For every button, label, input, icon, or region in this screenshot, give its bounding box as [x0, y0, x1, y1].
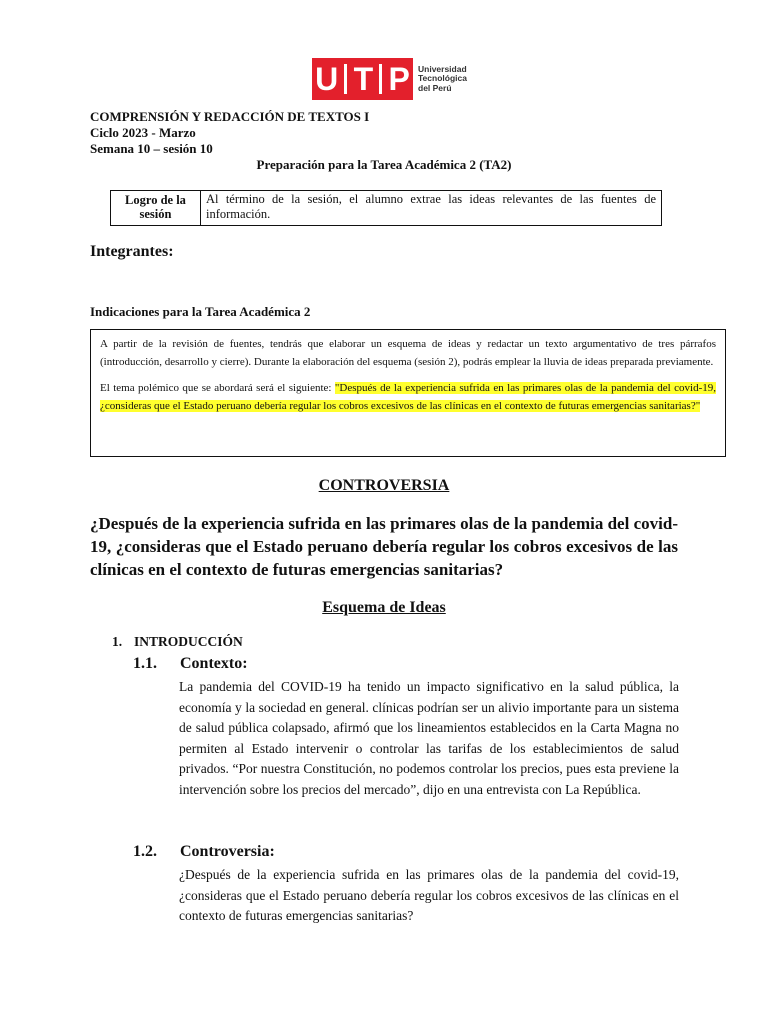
logo-letter-u: U	[315, 60, 339, 97]
topic-lead: El tema polémico que se abordará será el siguiente:	[100, 382, 335, 394]
indicaciones-topic	[100, 379, 716, 415]
section-introduccion	[112, 634, 243, 650]
integrantes-heading: Integrantes:	[90, 243, 174, 260]
logro-text: Al término de la sesión, el alumno extrae las ideas relevantes de las fuentes de información.	[206, 192, 656, 221]
logro-label: Logro de la sesión	[111, 191, 201, 225]
logo-text-line: Universidad	[418, 63, 467, 74]
indicaciones-paragraph: A partir de la revisión de fuentes, tendrás que elaborar un esquema de ideas y redactar un texto argumentativo de tres párrafos (introducción, desarrollo y cierre). Durante la elaboración del esquema (sesión 2), podrás emplear la lluvia de ideas preparada previamente.	[100, 338, 716, 368]
page-title: Preparación para la Tarea Académica 2 (TA2)	[256, 157, 512, 172]
logo-text-line: del Perú	[418, 82, 452, 93]
subsection-number: 1.1.	[133, 655, 157, 672]
logo-divider	[344, 64, 347, 94]
course-name: COMPRENSIÓN Y REDACCIÓN DE TEXTOS I	[90, 109, 370, 124]
indicaciones-heading: Indicaciones para la Tarea Académica 2	[90, 304, 311, 319]
controversia-question: ¿Después de la experiencia sufrida en las primares olas de la pandemia del covid-19, ¿consideras que el Estado peruano debería regular los cobros excesivos de las clínicas en el contexto de futuras emergencias sanitarias?	[90, 514, 678, 579]
logo-university-name	[418, 65, 467, 94]
contexto-paragraph: La pandemia del COVID-19 ha tenido un impacto significativo en la salud pública, la economía y la sociedad en general. clínicas podrían ser un alivio importante para un sistema de salud pública colapsado, afirmó que los lineamientos establecidos en la Carta Magna no permiten al Estado intervenir o controlar las tarifas de los establecimientos de salud privados. “Por nuestra Constitución, no podemos controlar los precios, pues esta previene la intervención sobre los precios del mercado”, dijo en una entrevista con La República.	[179, 679, 679, 797]
utp-logo	[312, 58, 467, 100]
subsection-title: Controversia:	[180, 843, 275, 860]
subsection-controversia	[133, 843, 275, 861]
controversia-heading: CONTROVERSIA	[318, 477, 450, 494]
logo-text-line: Tecnológica	[418, 73, 467, 84]
subsection-number: 1.2.	[133, 843, 157, 860]
logo-letter-p: P	[388, 60, 410, 97]
esquema-heading: Esquema de Ideas	[322, 599, 446, 616]
controversia-paragraph: ¿Después de la experiencia sufrida en las primares olas de la pandemia del covid-19, ¿consideras que el Estado peruano debería regular los cobros excesivos de las clínicas en el contexto de futuras emergencias sanitarias?	[179, 867, 679, 923]
week-label: Semana 10 – sesión 10	[90, 141, 213, 156]
subsection-contexto	[133, 655, 248, 673]
indicaciones-box	[90, 329, 726, 457]
logo-divider	[379, 64, 382, 94]
logro-table	[110, 190, 662, 226]
cycle-label: Ciclo 2023 - Marzo	[90, 125, 196, 140]
topic-highlight: "Después de la experiencia sufrida en las primares olas de la pandemia del covid-19, ¿consideras que el Estado peruano debería regular los cobros excesivos de las clínicas en el contexto de futuras emergencias sanitarias?"	[100, 382, 716, 412]
utp-logo-mark	[312, 58, 413, 100]
section-title: INTRODUCCIÓN	[134, 634, 243, 649]
section-number: 1.	[112, 634, 123, 649]
logo-letter-t: T	[353, 60, 374, 97]
subsection-title: Contexto:	[180, 655, 248, 672]
